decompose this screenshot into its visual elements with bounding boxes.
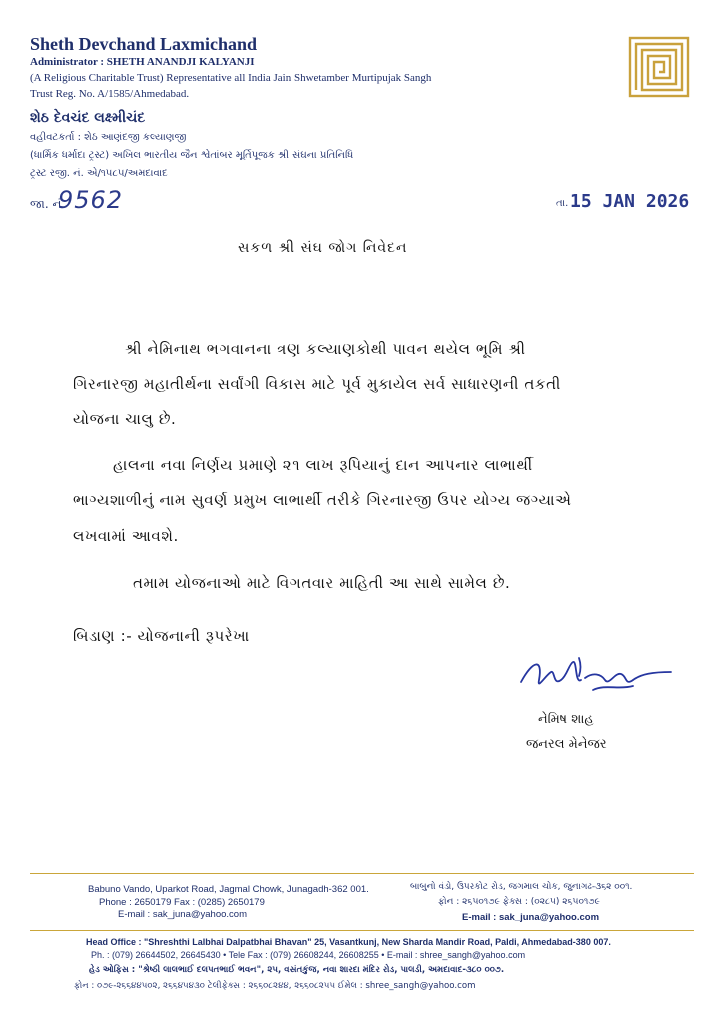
enclosure-note: બિડાણ :- યોજનાની રૂપરેખા	[73, 627, 250, 645]
reference-number: 9562	[58, 186, 124, 214]
trust-registration-gujarati: ટ્રસ્ટ રજી. નં. એ/૧૫૮૫/અમદાવાદ	[30, 168, 168, 179]
trust-description-english: (A Religious Charitable Trust) Representative all India Jain Shwetamber Murtipujak Sangh	[30, 72, 432, 84]
signatory-designation: જનરલ મેનેજર	[526, 737, 607, 752]
org-name-english: Sheth Devchand Laxmichand	[30, 34, 258, 54]
trust-registration-english: Trust Reg. No. A/1585/Ahmedabad.	[30, 88, 190, 100]
trust-logo-icon	[628, 36, 690, 98]
paragraph-3: તમામ યોજનાઓ માટે વિગતવાર માહિતી આ સાથે સામેલ છે.	[133, 574, 511, 592]
administrator-english: Administrator : SHETH ANANDJI KALYANJI	[30, 56, 255, 68]
branch-email-english: E-mail : sak_juna@yahoo.com	[118, 909, 247, 920]
head-office-contact-gujarati: ફોન : ૦૭૯-૨૬૬૪૪૫૦૨, ૨૬૬૪૫૪૩૦ ટેલીફેક્સ : ૨૬૬૦૮૨૪૪, ૨૬૬૦૮૨૫૫ ઈમેલ : shree_sangh@yahoo.com	[74, 981, 476, 991]
footer-divider-top	[30, 873, 694, 874]
paragraph-2-line-2: ભાગ્યશાળીનું નામ સુવર્ણ પ્રમુખ લાભાર્થી તરીકે ગિરનારજી ઉપર યોગ્ય જગ્યાએ	[73, 491, 572, 509]
footer-divider-bottom	[30, 930, 694, 931]
branch-address-english: Babuno Vando, Uparkot Road, Jagmal Chowk, Junagadh-362 001.	[88, 884, 369, 895]
branch-address-gujarati: બાબુનો વંડો, ઉપરકોટ રોડ, જગમાલ ચોક, જુનાગઢ-૩૬૨ ૦૦૧.	[410, 882, 633, 892]
head-office-contact-english: Ph. : (079) 26644502, 26645430 • Tele Fax : (079) 26608244, 26608255 • E-mail : shree_sangh@yahoo.com	[91, 950, 526, 960]
subject-heading: સકળ શ્રી સંઘ જોગ નિવેદન	[238, 240, 408, 256]
date-label: તા.	[556, 198, 569, 209]
branch-phone-english: Phone : 2650179 Fax : (0285) 2650179	[99, 897, 265, 908]
paragraph-1-line-1: શ્રી નેમિનાથ ભગવાનના ત્રણ કલ્યાણકોથી પાવન થયેલ ભૂમિ શ્રી	[125, 340, 526, 358]
handwritten-signature	[515, 650, 675, 710]
paragraph-1-line-2: ગિરનારજી મહાતીર્થના સર્વાંગી વિકાસ માટે પૂર્વ મુકાયેલ સર્વ સાધારણની તકતી	[73, 375, 561, 393]
signatory-name: નેમિષ શાહ	[538, 712, 594, 727]
branch-phone-gujarati: ફોન : ૨૬૫૦૧૭૯ ફેક્સ : (૦૨૮૫) ૨૬૫૦૧૭૯	[438, 897, 600, 907]
paragraph-1-line-3: યોજના ચાલુ છે.	[73, 410, 177, 428]
head-office-address-english: Head Office : "Shreshthi Lalbhai Dalpatbhai Bhavan" 25, Vasantkunj, New Sharda Mandir Road, Paldi, Ahmedabad-380 007.	[86, 937, 611, 947]
paragraph-2-line-3: લખવામાં આવશે.	[73, 527, 179, 545]
reference-label: જા. નં.	[30, 197, 66, 211]
trust-description-gujarati: (ધાર્મિક ધર્માદા ટ્રસ્ટ) અખિલ ભારતીય જૈન શ્વેતાંબર મૂર્તિપૂજક શ્રી સંઘના પ્રતિનિધિ	[30, 150, 354, 161]
branch-email-gujarati-side: E-mail : sak_juna@yahoo.com	[462, 912, 600, 923]
date-stamp: 15 JAN 2026	[570, 191, 690, 212]
head-office-address-gujarati: હેડ ઓફિસ : "શ્રેષ્ઠી લાલભાઈ દલપતભાઈ ભવન", ૨૫, વસંતકુંજ, નવા શારદા મંદિર રોડ, પાલડી, અમદાવાદ-૩૮૦ ૦૦૭.	[89, 965, 505, 975]
administrator-gujarati: વહીવટકર્તા : શેઠ આણંદજી કલ્યાણજી	[30, 132, 187, 143]
paragraph-2-line-1: હાલના નવા નિર્ણય પ્રમાણે ૨૧ લાખ રૂપિયાનું દાન આપનાર લાભાર્થી	[113, 456, 533, 474]
org-name-gujarati: શેઠ દેવચંદ લક્ષ્મીચંદ	[30, 110, 146, 126]
